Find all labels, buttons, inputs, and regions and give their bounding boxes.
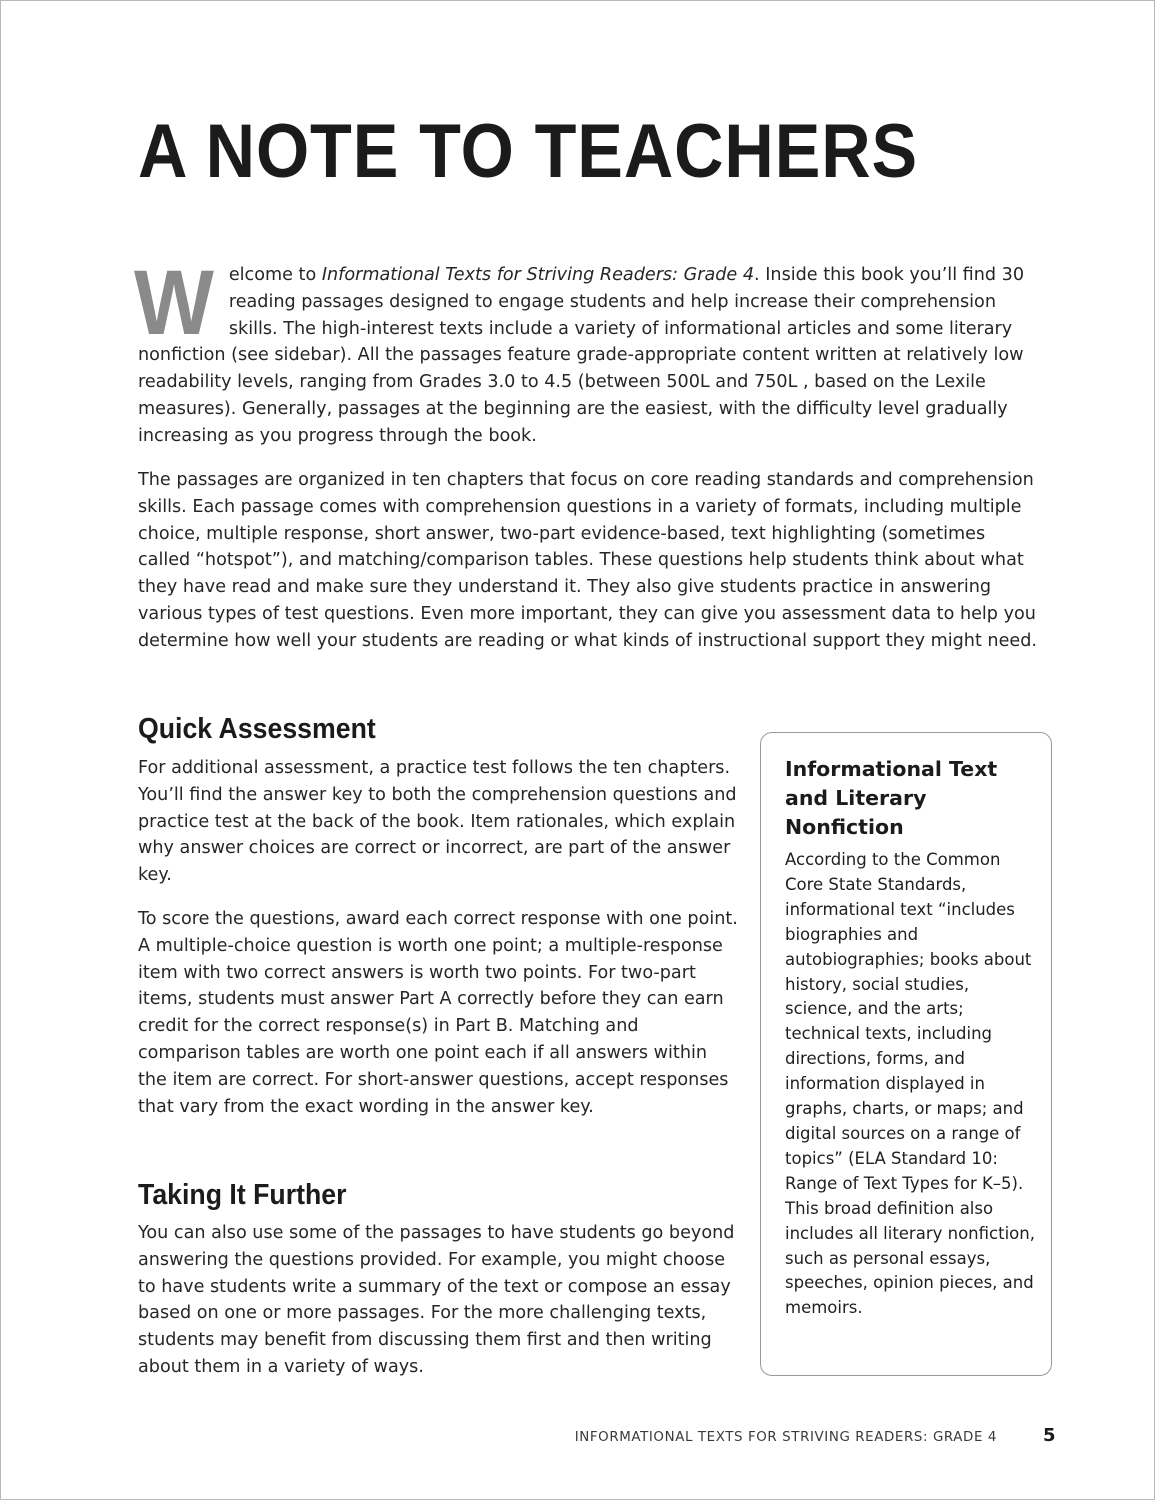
- book-title: Informational Texts for Striving Readers: Grade 4: [321, 265, 755, 285]
- quick-assessment-paragraph-1: For additional assessment, a practice test follows the ten chapters. You’ll find the answer key to both the comprehension questions and practice test at the back of the book. Item rationales, which explain why answer choices are correct or incorrect, are part of the answer key.: [138, 758, 737, 886]
- quick-assessment-paragraph-2: To score the questions, award each correct response with one point. A multiple-choice question is worth one point; a multiple-response item with two correct answers is worth two points. For two-part items, students must answer Part A correctly before they can earn credit for the correct response(s) in Part B. Matching and comparison tables are worth one point each if all answers within the item are correct. For short-answer questions, accept responses that vary from the exact wording in the answer key.: [138, 909, 738, 1117]
- running-footer: INFORMATIONAL TEXTS FOR STRIVING READERS: GRADE 4: [574, 1430, 997, 1445]
- sidebar-body: According to the Common Core State Standards, informational text “includes biographies and autobiographies; books about history, social studies, science, and the arts; technical texts, including directions, forms, and information displayed in graphs, charts, or maps; and digital sources on a range of topics” (ELA Standard 10: Range of Text Types for K–5). This broad definition also includes all literary nonfiction, such as personal essays, speeches, opinion pieces, and memoirs.: [785, 850, 1035, 1318]
- taking-it-further-heading: Taking It Further: [138, 1179, 347, 1211]
- drop-cap: W: [134, 252, 214, 354]
- taking-it-further-paragraph: You can also use some of the passages to have students go beyond answering the questions provided. For example, you might choose to have students write a summary of the text or compose an essay based on one or more passages. For the more challenging texts, students may benefit from discussing them first and then writing about them in a variety of ways.: [138, 1223, 735, 1377]
- intro-paragraph: [134, 252, 1038, 450]
- intro-lead: elcome to: [228, 265, 322, 285]
- intro-rest: . Inside this book you’ll find 30 reading passages designed to engage students and help increase their comprehension skills. The high-interest texts include a variety of informational articles and some literary nonfiction (see sidebar). All the passages feature grade-appropriate content written at relatively low readability levels, ranging from Grades 3.0 to 4.5 (between 500L and 750L , based on the Lexile measures). Generally, passages at the beginning are the easiest, with the difficulty level gradually increasing as you progress through the book.: [138, 265, 1025, 446]
- quick-assessment-heading: Quick Assessment: [138, 713, 376, 745]
- sidebar-title: Informational Text and Literary Nonfiction: [785, 757, 998, 839]
- passages-paragraph: The passages are organized in ten chapters that focus on core reading standards and comprehension skills. Each passage comes with comprehension questions in a variety of formats, including multiple choice, multiple response, short answer, two-part evidence-based, text highlighting (sometimes called “hotspot”), and matching/comparison tables. These questions help students think about what they have read and make sure they understand it. They also give students practice in answering various types of test questions. Even more important, they can give you assessment data to help you determine how well your students are reading or what kinds of instructional support they might need.: [138, 470, 1037, 651]
- page-title: A NOTE TO TEACHERS: [138, 109, 919, 194]
- page-number: 5: [1043, 1425, 1056, 1446]
- sidebar-box: [760, 732, 1052, 1376]
